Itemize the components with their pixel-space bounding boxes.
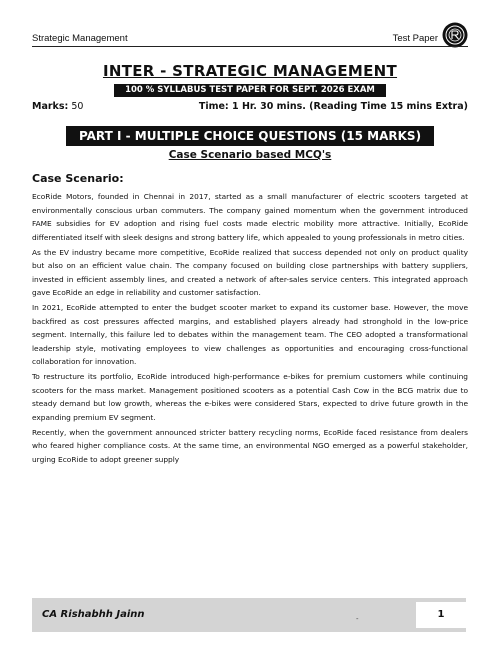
case-paragraph: To restructure its portfolio, EcoRide introduced high-performance e-bikes for premium customers while continuing scooters for the mass market. Management positioned scooters as a potential Cash Cow in the BCG matrix due to steady demand but low growth, whereas the e-bikes were considered Stars, expected to drive future growth in the expanding premium EV segment. (32, 372, 468, 422)
marks-info (32, 101, 83, 112)
page-number: 1 (416, 602, 466, 628)
case-paragraph: In 2021, EcoRide attempted to enter the budget scooter market to expand its customer base. However, the move backfired as cost pressures affected margins, and established players already had stronghold in the low-price segment. Internally, this failure led to debates within the management team. The CEO adopted a transformational leadership style, motivating employees to view challenges as opportunities and encouraging cross-functional collaboration for innovation. (32, 303, 468, 366)
marks-value: 50 (71, 101, 84, 112)
case-scenario-body (32, 190, 468, 468)
marks-label: Marks: (32, 101, 69, 112)
footer-author: CA Rishabhh Jainn (42, 609, 145, 620)
case-paragraph: EcoRide Motors, founded in Chennai in 2017, started as a small manufacturer of electric scooters targeted at environmentally conscious urban commuters. The company gained momentum when the government introduced FAME subsidies for EV adoption and rising fuel costs made electric mobility more attractive. Initially, EcoRide differentiated itself with sleek designs and strong battery life, which appealed to young professionals in metro cities. (32, 192, 468, 242)
paper-title: INTER - STRATEGIC MANAGEMENT (102, 62, 398, 80)
ca-seal-logo-icon (442, 22, 468, 48)
page-footer (32, 598, 466, 632)
header-subject: Strategic Management (32, 33, 128, 44)
case-scenario-label: Case Scenario: (32, 172, 124, 185)
header-divider (32, 46, 468, 47)
header-doc-type: Test Paper (392, 33, 438, 44)
case-paragraph: As the EV industry became more competitive, EcoRide realized that success depended not only on product quality but also on an efficient value chain. The company focused on building close partnerships with battery suppliers, invested in efficient assembly lines, and created a network of after-sales service centers. This integrated approach gave EcoRide an edge in reliability and customer satisfaction. (32, 247, 468, 297)
case-paragraph: Recently, when the government announced stricter battery recycling norms, EcoRide faced resistance from dealers who feared higher compliance costs. At the same time, an environmental NGO emerged as a powerful stakeholder, urging EcoRide to adopt greener supply (32, 427, 468, 464)
time-info: Time: 1 Hr. 30 mins. (Reading Time 15 mins Extra) (198, 101, 468, 112)
case-mcq-heading: Case Scenario based MCQ's (168, 149, 332, 161)
part-heading: PART I - MULTIPLE CHOICE QUESTIONS (15 MARKS) (66, 126, 434, 146)
paper-subtitle: 100 % SYLLABUS TEST PAPER FOR SEPT. 2026 EXAM (114, 84, 386, 97)
footer-mark: - (356, 615, 359, 623)
